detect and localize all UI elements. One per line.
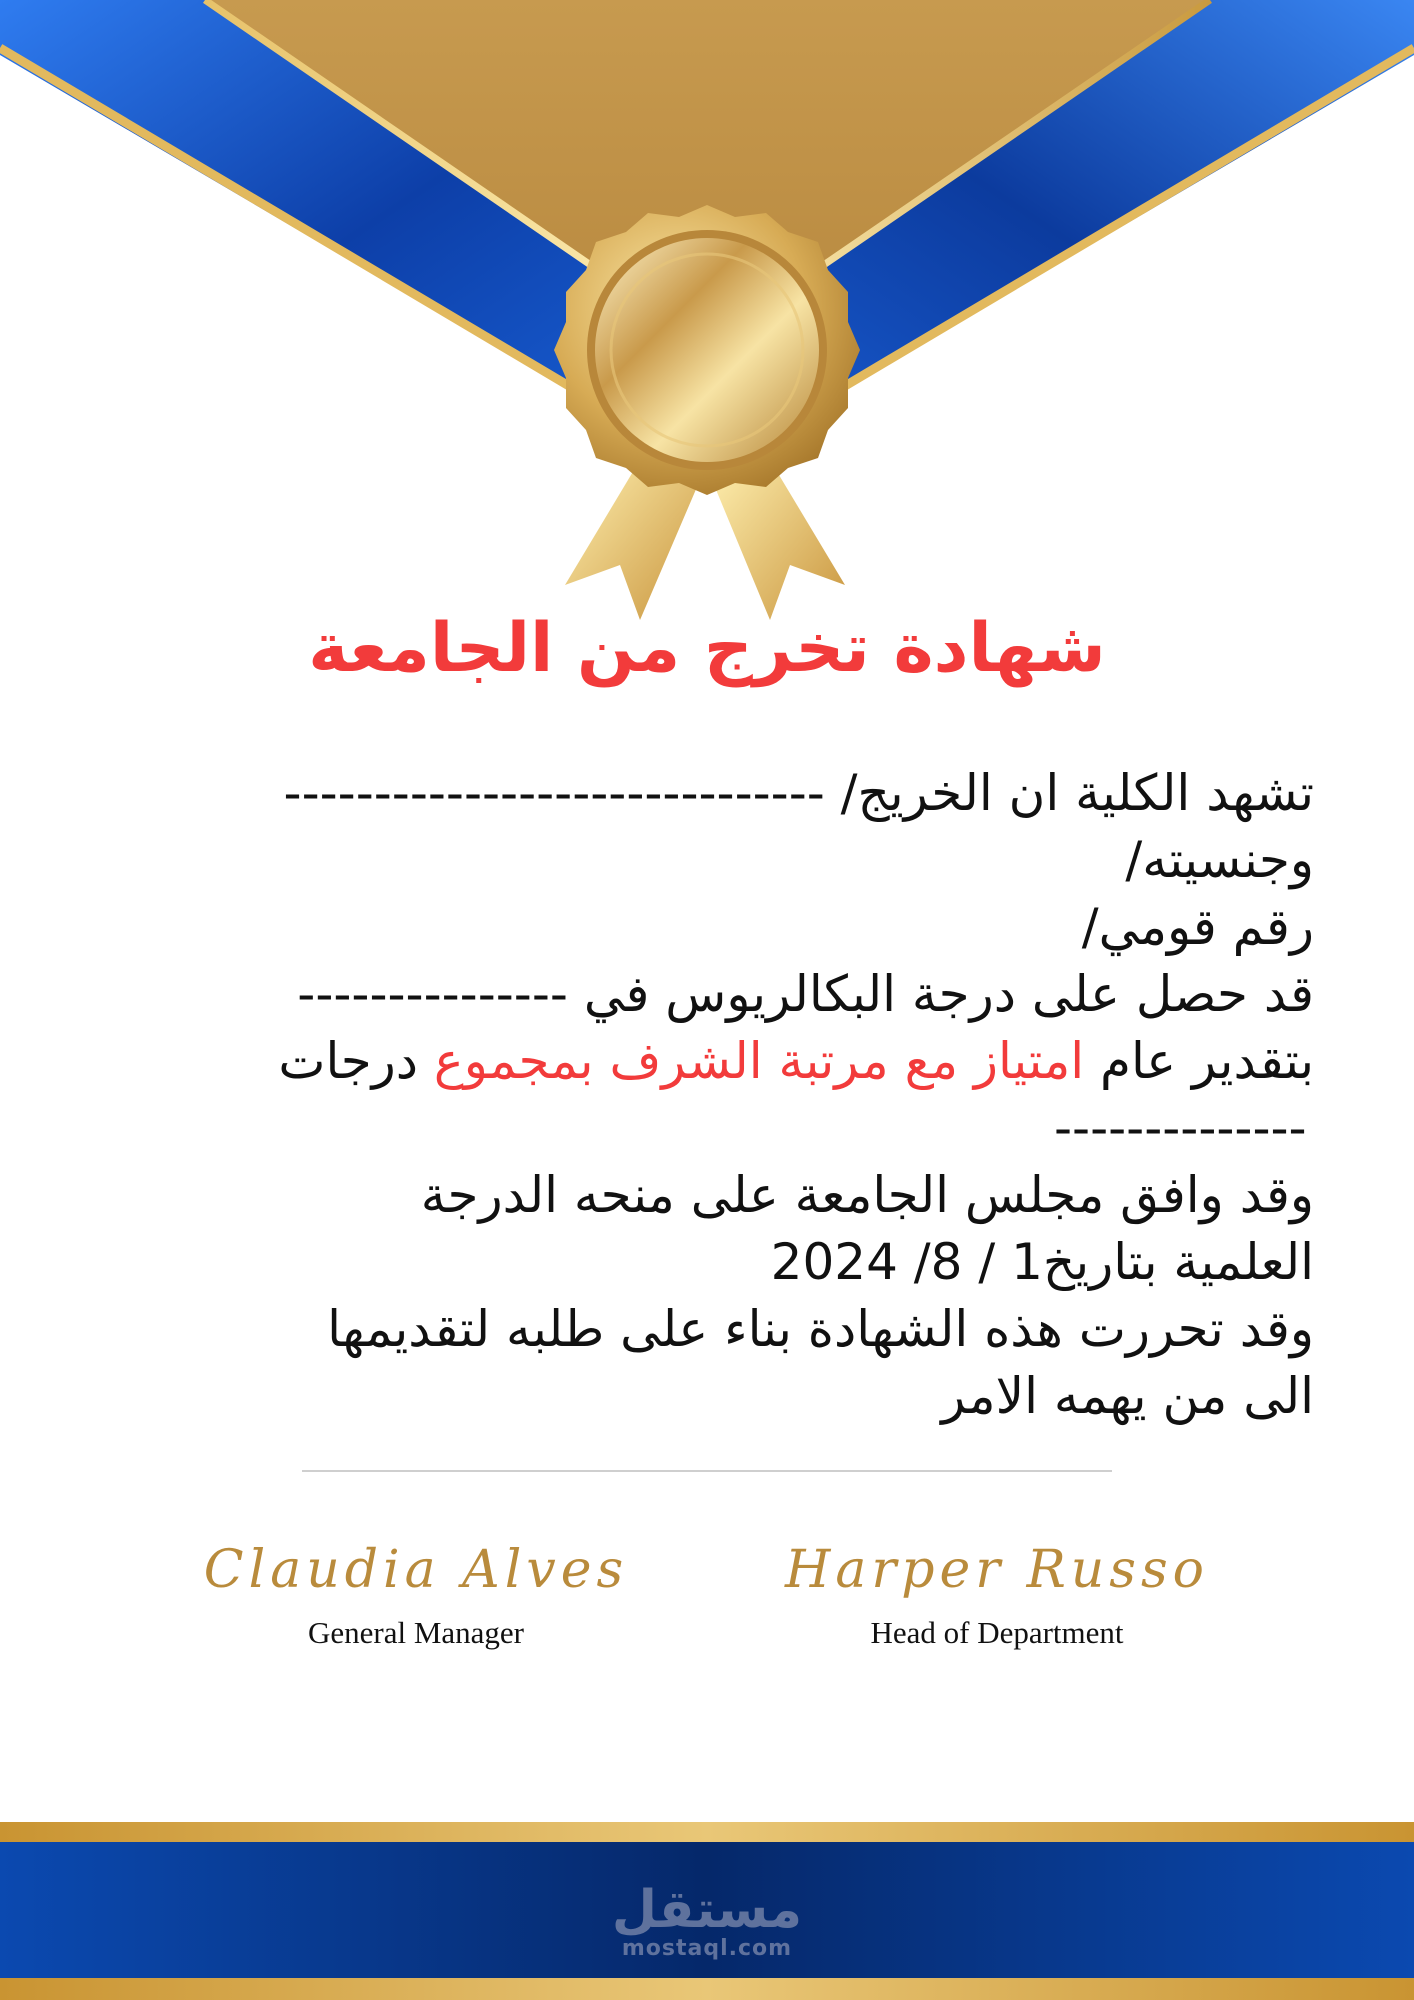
certificate-title: شهادة تخرج من الجامعة	[308, 609, 1106, 688]
signature-name: Claudia Alves	[203, 1540, 629, 1600]
signature-block-right	[747, 1525, 1247, 1651]
signature-divider	[302, 1470, 1112, 1472]
body-line-graduate: تشهد الكلية ان الخريج/ ------------------------------	[283, 764, 1314, 822]
body-line-nationality: وجنسيته/	[1125, 831, 1314, 889]
signature-role: General Manager	[307, 1615, 525, 1650]
body-line-council: وقد وافق مجلس الجامعة على منحه الدرجة	[420, 1166, 1314, 1224]
watermark-logo: مستقل	[611, 1880, 803, 1940]
watermark-url: mostaql.com	[621, 1936, 793, 1961]
grade-highlight: امتياز مع مرتبة الشرف بمجموع	[433, 1032, 1085, 1090]
body-line-total-dashes: --------------	[1054, 1099, 1307, 1157]
body-line-national-id: رقم قومي/	[1081, 898, 1314, 956]
grade-suffix: درجات	[278, 1032, 419, 1090]
signature-block-left	[166, 1525, 666, 1651]
body-line-request: وقد تحررت هذه الشهادة بناء على طلبه لتقديمها	[327, 1300, 1314, 1358]
gold-medal-seal-icon	[554, 205, 860, 495]
top-ribbon-art	[0, 0, 1414, 640]
grade-label: بتقدير عام	[1100, 1032, 1314, 1090]
signature-role: Head of Department	[870, 1615, 1124, 1650]
certificate-body	[140, 760, 1314, 1430]
body-line-grade	[140, 1028, 1314, 1095]
body-line-degree: قد حصل على درجة البكالريوس في ---------------	[297, 965, 1314, 1023]
signature-name: Harper Russo	[785, 1540, 1209, 1600]
body-line-concern: الى من يهمه الامر	[941, 1367, 1314, 1425]
body-line-date: العلمية بتاريخ1 / 8/ 2024	[770, 1233, 1314, 1291]
